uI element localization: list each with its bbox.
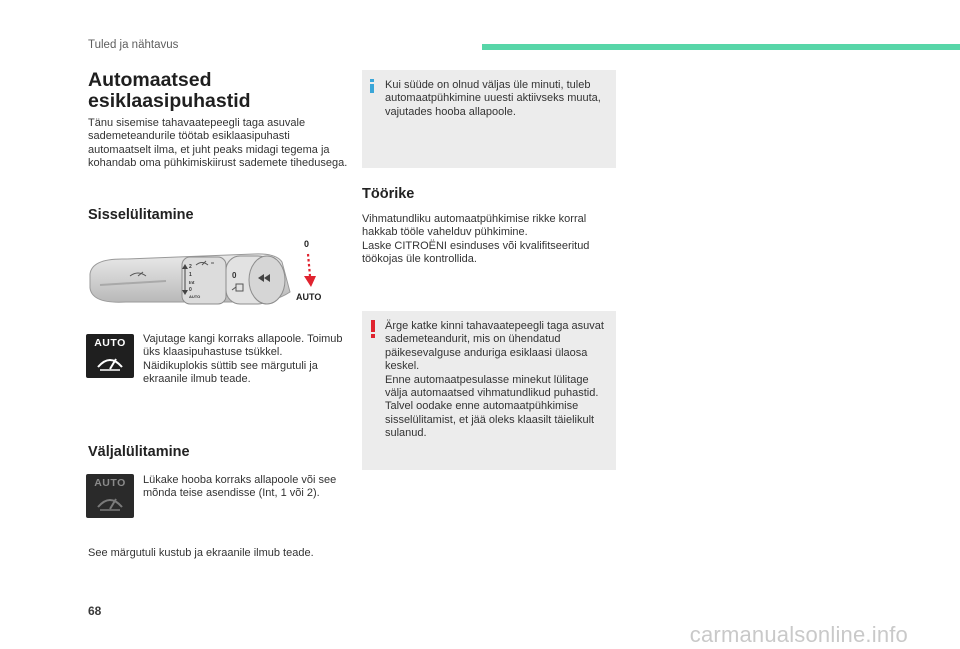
auto-badge-label: AUTO xyxy=(94,337,126,349)
switch-on-text: Vajutage kangi korraks allapoole. Toimub üks klaasipuhastuse tsükkel. Näidikuplokis süttib see märgutuli ja ekraanile ilmub teade. xyxy=(143,333,343,386)
warning-note-box xyxy=(362,311,616,470)
page-title-wrap xyxy=(88,70,350,112)
windscreen-wiper-icon xyxy=(96,491,124,513)
windscreen-wiper-icon xyxy=(96,351,124,373)
fig-auto-mark: AUTO xyxy=(296,292,322,302)
fig-pos-2: 2 xyxy=(189,264,192,270)
heading-fault: Töörike xyxy=(362,186,415,202)
info-note-box xyxy=(362,70,616,168)
switch-off-footer-text: See märgutuli kustub ja ekraanile ilmub teade. xyxy=(88,547,314,559)
warning-marker-icon xyxy=(371,320,375,338)
heading-switch-off: Väljalülitamine xyxy=(88,444,190,460)
fig-pos-int: Int xyxy=(189,280,195,285)
red-dotted-arrow-icon xyxy=(308,254,310,276)
auto-badge-off-label: AUTO xyxy=(94,477,126,489)
fig-pos-1: 1 xyxy=(189,272,192,278)
fig-side-mark: 0 xyxy=(232,271,237,280)
heading-switch-on: Sisselülitamine xyxy=(88,207,194,223)
red-arrow-head-icon xyxy=(304,276,316,287)
fig-pos-auto: AUTO xyxy=(189,294,201,299)
warning-note-text: Ärge katke kinni tahavaatepeegli taga asuvat sademeteandurit, mis on ühendatud päikesevalguse anduriga esiklaasi ülaosa keskel. Enne automaatpesulasse minekut lülitage välja automaatsed vihmatundlikud puhastid. Talvel oodake enne automaatpühkimise sisselülitamist, et jää oleks klaasilt täielikult sulanud. xyxy=(385,320,604,440)
page-number: 68 xyxy=(88,604,102,618)
intro-paragraph: Tänu sisemise tahavaatepeegli taga asuvale sademeteandurile töötab esiklaasipuhasti automaatselt ilma, et juht peaks midagi tegema ja kohandab oma pühkimiskiirust sademete tihedusega. xyxy=(88,117,348,170)
auto-wiper-indicator-off xyxy=(86,474,134,518)
info-note-text: Kui süüde on olnud väljas üle minuti, tuleb automaatpühkimine uuesti aktiivseks muuta, vajutades hooba allapoole. xyxy=(385,79,601,118)
auto-wiper-indicator xyxy=(86,334,134,378)
info-marker-icon xyxy=(370,79,374,93)
fig-off-mark: 0 xyxy=(304,239,310,249)
fault-text: Vihmatundliku automaatpühkimise rikke korral hakkab tööle vahelduv pühkimine. Laske CITROËNI esinduses või kvalifitseeritud töökojas üle kontrollida. xyxy=(362,213,590,266)
switch-off-text: Lükake hooba korraks allapoole või see mõnda teise asendisse (Int, 1 või 2). xyxy=(143,474,337,500)
fig-pos-0: 0 xyxy=(189,287,192,293)
page-title: Automaatsed esiklaasipuhastid xyxy=(88,69,251,112)
wiper-stalk-illustration xyxy=(86,232,340,322)
watermark: carmanualsonline.info xyxy=(689,622,908,647)
section-accent-bar xyxy=(482,44,960,50)
section-title: Tuled ja nähtavus xyxy=(88,39,179,51)
